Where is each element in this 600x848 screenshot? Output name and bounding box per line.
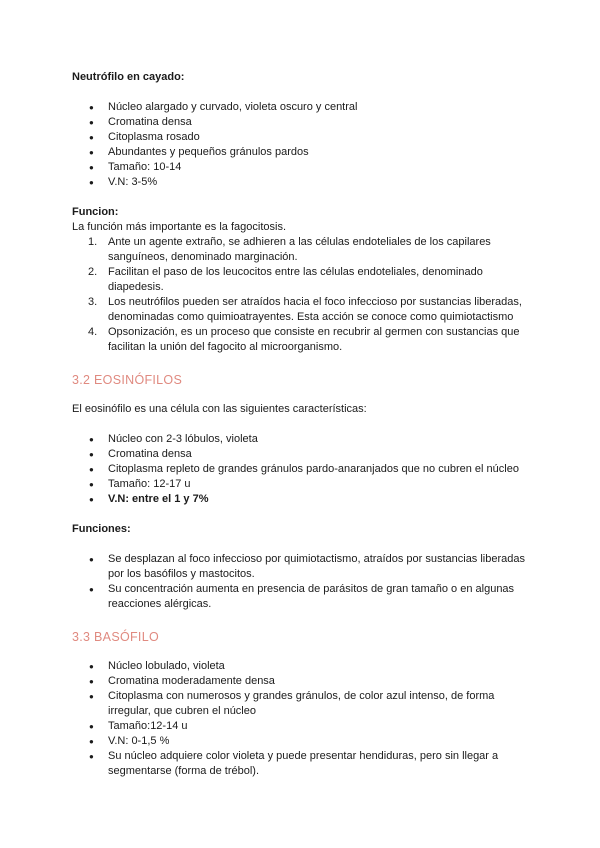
- neutrofilo-characteristics-list: [72, 100, 532, 190]
- list-item: ● Se desplazan al foco infeccioso por quimiotactismo, atraídos por sustancias liberadas por los basófilos y mastocitos.: [72, 552, 532, 582]
- eosinofilos-heading: 3.2 EOSINÓFILOS: [72, 373, 183, 387]
- basofilo-heading: 3.3 BASÓFILO: [72, 630, 159, 644]
- list-item: ● Tamaño: 12-17 u: [72, 477, 532, 492]
- list-item: ● Cromatina densa: [72, 115, 532, 130]
- list-item: [72, 325, 532, 355]
- funcion-title: Funcion:: [72, 206, 119, 218]
- list-item: ● Cromatina densa: [72, 447, 532, 462]
- list-item: ● V.N: 3-5%: [72, 175, 532, 190]
- list-item: ● Núcleo lobulado, violeta: [72, 659, 532, 674]
- list-item-text: Los neutrófilos pueden ser atraídos hacia el foco infeccioso por sustancias liberadas, denominadas como quimioatrayentes. Esta acción se conoce como quimiotactismo: [108, 296, 522, 323]
- list-number: 2.: [88, 266, 98, 278]
- basofilo-characteristics-list: [72, 659, 532, 779]
- list-item: ● V.N: entre el 1 y 7%: [72, 492, 532, 507]
- list-item: ● Citoplasma repleto de grandes gránulos pardo-anaranjados que no cubren el núcleo: [72, 462, 532, 477]
- list-number: 1.: [88, 236, 98, 248]
- list-item: [72, 235, 532, 265]
- list-item: ● Su concentración aumenta en presencia de parásitos de gran tamaño o en algunas reacciones alérgicas.: [72, 582, 532, 612]
- list-item: ● Su núcleo adquiere color violeta y puede presentar hendiduras, pero sin llegar a segmentarse (forma de trébol).: [72, 749, 532, 779]
- funciones-title: Funciones:: [72, 523, 131, 535]
- list-item: ● Tamaño:12-14 u: [72, 719, 532, 734]
- list-item-text: Ante un agente extraño, se adhieren a las células endoteliales de los capilares sanguíneos, denominado marginación.: [108, 236, 491, 263]
- list-item: ● Núcleo con 2-3 lóbulos, violeta: [72, 432, 532, 447]
- neutrofilo-title: Neutrófilo en cayado:: [72, 71, 185, 83]
- list-item: ● V.N: 0-1,5 %: [72, 734, 532, 749]
- funcion-intro: La función más importante es la fagocitosis.: [72, 221, 287, 233]
- list-item-text: Opsonización, es un proceso que consiste en recubrir al germen con sustancias que facilitan la unión del fagocito al microorganismo.: [108, 326, 520, 353]
- eosinofilos-characteristics-list: [72, 432, 532, 507]
- document-content: [72, 70, 532, 779]
- eosinofilos-intro: El eosinófilo es una célula con las siguientes características:: [72, 403, 367, 415]
- list-item: [72, 265, 532, 295]
- list-item: [72, 295, 532, 325]
- funciones-list: [72, 552, 532, 612]
- funcion-list: [72, 235, 532, 355]
- list-number: 4.: [88, 326, 98, 338]
- list-item-text: Facilitan el paso de los leucocitos entre las células endoteliales, denominado diapedesis.: [108, 266, 483, 293]
- list-item: ● Cromatina moderadamente densa: [72, 674, 532, 689]
- list-number: 3.: [88, 296, 98, 308]
- list-item: ● Citoplasma rosado: [72, 130, 532, 145]
- list-item: ● Tamaño: 10-14: [72, 160, 532, 175]
- list-item: ● Núcleo alargado y curvado, violeta oscuro y central: [72, 100, 532, 115]
- list-item: ● Citoplasma con numerosos y grandes gránulos, de color azul intenso, de forma irregular, que cubren el núcleo: [72, 689, 532, 719]
- list-item: ● Abundantes y pequeños gránulos pardos: [72, 145, 532, 160]
